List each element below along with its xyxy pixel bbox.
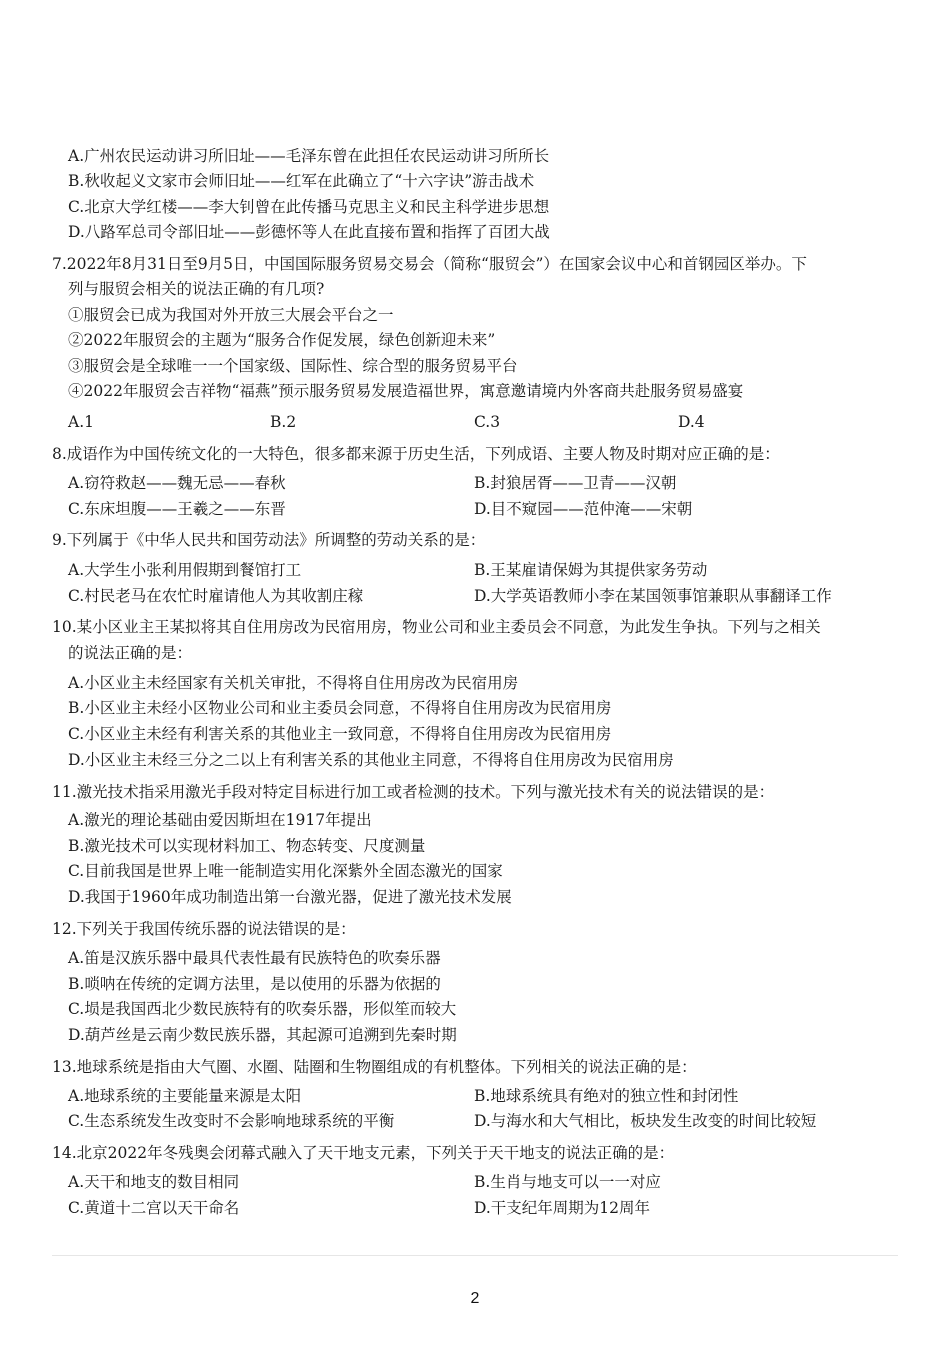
q11-option-c: C.目前我国是世界上唯一能制造实用化深紫外全固态激光的国家 (68, 862, 503, 880)
q10-stem-line2: 的说法正确的是： (68, 644, 193, 662)
q12-option-b: B.唢呐在传统的定调方法里，是以使用的乐器为依据的 (68, 975, 441, 993)
q7-option-a: A.1 (68, 413, 94, 431)
q14-stem: 14.北京2022年冬残奥会闭幕式融入了天干地支元素，下列关于天干地支的说法正确的是： (52, 1144, 675, 1162)
q10-option-b: B.小区业主未经小区物业公司和业主委员会同意，不得将自住用房改为民宿用房 (68, 699, 612, 717)
q8-option-b: B.封狼居胥——卫青——汉朝 (474, 474, 677, 492)
q9-option-b: B.王某雇请保姆为其提供家务劳动 (474, 561, 708, 579)
q14-option-b: B.生肖与地支可以一一对应 (474, 1173, 661, 1191)
q14-option-a: A.天干和地支的数目相同 (68, 1173, 240, 1191)
q14-option-d: D.干支纪年周期为12周年 (474, 1199, 651, 1217)
q11-option-d: D.我国于1960年成功制造出第一台激光器，促进了激光技术发展 (68, 888, 512, 906)
q12-option-c: C.埙是我国西北少数民族特有的吹奏乐器，形似笙而较大 (68, 1000, 457, 1018)
q10-stem-line1: 10.某小区业主王某拟将其自住用房改为民宿用房，物业公司和业主委员会不同意，为此发生争执。下列与之相关 (52, 618, 821, 636)
q8-option-c: C.东床坦腹——王羲之——东晋 (68, 500, 286, 518)
q7-statement-3: ③服贸会是全球唯一一个国家级、国际性、综合型的服务贸易平台 (68, 357, 518, 375)
q6-option-a: A.广州农民运动讲习所旧址——毛泽东曾在此担任农民运动讲习所所长 (68, 147, 550, 165)
q11-option-a: A.激光的理论基础由爱因斯坦在1917年提出 (68, 811, 372, 829)
q9-option-c: C.村民老马在农忙时雇请他人为其收割庄稼 (68, 587, 364, 605)
q12-option-d: D.葫芦丝是云南少数民族乐器，其起源可追溯到先秦时期 (68, 1026, 457, 1044)
q9-stem: 9.下列属于《中华人民共和国劳动法》所调整的劳动关系的是： (52, 531, 486, 549)
q12-stem: 12.下列关于我国传统乐器的说法错误的是： (52, 920, 356, 938)
q10-option-d: D.小区业主未经三分之二以上有利害关系的其他业主同意，不得将自住用房改为民宿用房 (68, 751, 674, 769)
q7-statement-1: ①服贸会已成为我国对外开放三大展会平台之一 (68, 306, 394, 324)
q7-statement-4: ④2022年服贸会吉祥物“福燕”预示服务贸易发展造福世界，寓意邀请境内外客商共赴服务贸易盛宴 (68, 382, 744, 400)
q13-option-d: D.与海水和大气相比，板块发生改变的时间比较短 (474, 1112, 817, 1130)
q12-option-a: A.笛是汉族乐器中最具代表性最有民族特色的吹奏乐器 (68, 949, 441, 967)
q8-option-a: A.窃符救赵——魏无忌——春秋 (68, 474, 286, 492)
q8-stem: 8.成语作为中国传统文化的一大特色，很多都来源于历史生活，下列成语、主要人物及时期对应正确的是： (52, 445, 780, 463)
page-number: 2 (470, 1290, 480, 1307)
q7-option-c: C.3 (474, 413, 501, 431)
q13-stem: 13.地球系统是指由大气圈、水圈、陆圈和生物圈组成的有机整体。下列相关的说法正确的是： (52, 1058, 697, 1076)
q6-option-c: C.北京大学红楼——李大钊曾在此传播马克思主义和民主科学进步思想 (68, 198, 550, 216)
q9-option-d: D.大学英语教师小李在某国领事馆兼职从事翻译工作 (474, 587, 832, 605)
q7-statement-2: ②2022年服贸会的主题为“服务合作促发展，绿色创新迎未来” (68, 331, 496, 349)
q7-option-d: D.4 (678, 413, 705, 431)
q14-option-c: C.黄道十二宫以天干命名 (68, 1199, 240, 1217)
q13-option-c: C.生态系统发生改变时不会影响地球系统的平衡 (68, 1112, 395, 1130)
q7-stem-line2: 列与服贸会相关的说法正确的有几项? (68, 280, 325, 298)
q13-option-b: B.地球系统具有绝对的独立性和封闭性 (474, 1087, 739, 1105)
q7-option-b: B.2 (270, 413, 297, 431)
q6-option-d: D.八路军总司令部旧址——彭德怀等人在此直接布置和指挥了百团大战 (68, 223, 550, 241)
q13-option-a: A.地球系统的主要能量来源是太阳 (68, 1087, 302, 1105)
footer-divider (52, 1255, 898, 1256)
q11-stem: 11.激光技术指采用激光手段对特定目标进行加工或者检测的技术。下列与激光技术有关的说法错误的是： (52, 783, 775, 801)
q10-option-c: C.小区业主未经有利害关系的其他业主一致同意，不得将自住用房改为民宿用房 (68, 725, 612, 743)
q8-option-d: D.目不窥园——范仲淹——宋朝 (474, 500, 693, 518)
q6-option-b: B.秋收起义文家市会师旧址——红军在此确立了“十六字诀”游击战术 (68, 172, 535, 190)
q9-option-a: A.大学生小张利用假期到餐馆打工 (68, 561, 302, 579)
q10-option-a: A.小区业主未经国家有关机关审批，不得将自住用房改为民宿用房 (68, 674, 519, 692)
q7-stem-line1: 7.2022年8月31日至9月5日，中国国际服务贸易交易会（简称“服贸会”）在国家会议中心和首钢园区举办。下 (52, 255, 807, 273)
q11-option-b: B.激光技术可以实现材料加工、物态转变、尺度测量 (68, 837, 426, 855)
